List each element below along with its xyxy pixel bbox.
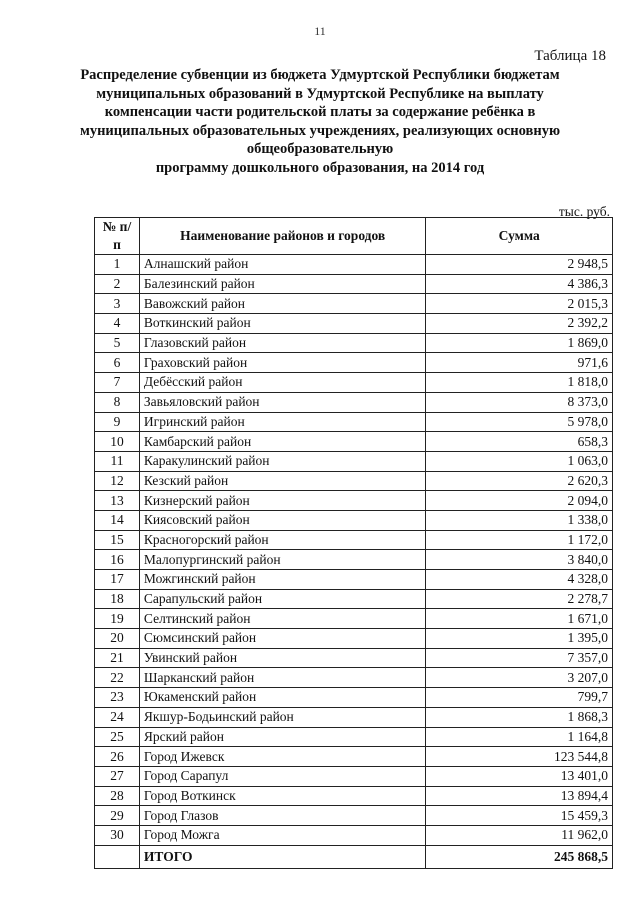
- document-title: [70, 66, 570, 177]
- row-sum: 2 278,7: [426, 589, 613, 609]
- table-total-row: [95, 845, 613, 868]
- row-number: 8: [95, 392, 140, 412]
- row-sum: 3 207,0: [426, 668, 613, 688]
- table-row: [95, 412, 613, 432]
- row-number: 16: [95, 550, 140, 570]
- row-name: Город Можга: [139, 825, 425, 845]
- table-label: Таблица 18: [534, 48, 606, 64]
- row-number: 26: [95, 747, 140, 767]
- table-row: [95, 294, 613, 314]
- table-header-row: [95, 218, 613, 255]
- table-row: [95, 392, 613, 412]
- row-number: 23: [95, 688, 140, 708]
- header-sum: Сумма: [426, 218, 613, 255]
- row-sum: 8 373,0: [426, 392, 613, 412]
- row-number: 28: [95, 786, 140, 806]
- row-number: 10: [95, 432, 140, 452]
- row-sum: 11 962,0: [426, 825, 613, 845]
- title-line: общеобразовательную: [246, 141, 394, 157]
- row-sum: 1 868,3: [426, 707, 613, 727]
- table-row: [95, 491, 613, 511]
- row-number: 12: [95, 471, 140, 491]
- row-name: Дебёсский район: [139, 373, 425, 393]
- row-number: 3: [95, 294, 140, 314]
- table-row: [95, 530, 613, 550]
- table-row: [95, 648, 613, 668]
- row-name: Увинский район: [139, 648, 425, 668]
- row-sum: 4 386,3: [426, 274, 613, 294]
- row-number: 11: [95, 451, 140, 471]
- row-sum: 1 063,0: [426, 451, 613, 471]
- row-sum: 13 401,0: [426, 766, 613, 786]
- row-name: Красногорский район: [139, 530, 425, 550]
- table-row: [95, 255, 613, 275]
- title-line: Распределение субвенции из бюджета Удмуртской Республики бюджетам: [80, 67, 560, 83]
- row-name: Город Воткинск: [139, 786, 425, 806]
- row-number: 4: [95, 314, 140, 334]
- row-name: Кизнерский район: [139, 491, 425, 511]
- row-name: Можгинский район: [139, 570, 425, 590]
- row-number: 22: [95, 668, 140, 688]
- row-sum: 1 869,0: [426, 333, 613, 353]
- page-number: 11: [314, 24, 326, 38]
- row-sum: 971,6: [426, 353, 613, 373]
- table-row: [95, 314, 613, 334]
- table-body: [95, 255, 613, 869]
- row-name: Завьяловский район: [139, 392, 425, 412]
- table-row: [95, 688, 613, 708]
- row-sum: 2 015,3: [426, 294, 613, 314]
- row-name: Балезинский район: [139, 274, 425, 294]
- row-name: Воткинский район: [139, 314, 425, 334]
- row-name: Ярский район: [139, 727, 425, 747]
- row-sum: 13 894,4: [426, 786, 613, 806]
- row-name: Город Сарапул: [139, 766, 425, 786]
- row-number: 7: [95, 373, 140, 393]
- table-row: [95, 668, 613, 688]
- row-name: Город Ижевск: [139, 747, 425, 767]
- row-sum: 5 978,0: [426, 412, 613, 432]
- table-row: [95, 747, 613, 767]
- table-row: [95, 609, 613, 629]
- table-row: [95, 373, 613, 393]
- table-row: [95, 353, 613, 373]
- row-sum: 1 818,0: [426, 373, 613, 393]
- title-line: муниципальных образований в Удмуртской Республике на выплату: [96, 85, 544, 102]
- row-number: 5: [95, 333, 140, 353]
- row-name: Глазовский район: [139, 333, 425, 353]
- header-number: № п/п: [95, 218, 140, 255]
- table-row: [95, 471, 613, 491]
- row-number: 15: [95, 530, 140, 550]
- row-name: Вавожский район: [139, 294, 425, 314]
- header-name: Наименование районов и городов: [139, 218, 425, 255]
- units-label: тыс. руб.: [558, 204, 610, 219]
- row-name: Город Глазов: [139, 806, 425, 826]
- row-sum: 3 840,0: [426, 550, 613, 570]
- row-sum: 123 544,8: [426, 747, 613, 767]
- table-row: [95, 786, 613, 806]
- title-line: компенсации части родительской платы за содержание ребёнка в: [104, 104, 536, 120]
- row-number: 9: [95, 412, 140, 432]
- row-number: 30: [95, 825, 140, 845]
- row-sum: 1 395,0: [426, 629, 613, 649]
- table-row: [95, 570, 613, 590]
- table-row: [95, 550, 613, 570]
- table-row: [95, 766, 613, 786]
- table-row: [95, 451, 613, 471]
- table-row: [95, 274, 613, 294]
- row-name: Селтинский район: [139, 609, 425, 629]
- row-name: Шарканский район: [139, 668, 425, 688]
- row-name: Малопургинский район: [139, 550, 425, 570]
- row-sum: 1 172,0: [426, 530, 613, 550]
- row-name: Юкаменский район: [139, 688, 425, 708]
- row-sum: 1 671,0: [426, 609, 613, 629]
- row-name: Сарапульский район: [139, 589, 425, 609]
- row-sum: 2 392,2: [426, 314, 613, 334]
- total-sum: 245 868,5: [426, 845, 613, 868]
- row-sum: 15 459,3: [426, 806, 613, 826]
- row-number: 13: [95, 491, 140, 511]
- row-sum: 799,7: [426, 688, 613, 708]
- table-row: [95, 806, 613, 826]
- row-number: 19: [95, 609, 140, 629]
- row-number: 24: [95, 707, 140, 727]
- table-row: [95, 589, 613, 609]
- row-name: Сюмсинский район: [139, 629, 425, 649]
- row-name: Якшур-Бодьинский район: [139, 707, 425, 727]
- table-row: [95, 825, 613, 845]
- subvention-table: [94, 217, 613, 869]
- row-name: Каракулинский район: [139, 451, 425, 471]
- table-row: [95, 333, 613, 353]
- table-row: [95, 727, 613, 747]
- title-line: муниципальных образовательных учреждениях, реализующих основную: [79, 122, 561, 139]
- row-name: Алнашский район: [139, 255, 425, 275]
- row-name: Игринский район: [139, 412, 425, 432]
- row-number: 20: [95, 629, 140, 649]
- row-sum: 4 328,0: [426, 570, 613, 590]
- table-row: [95, 707, 613, 727]
- row-sum: 2 620,3: [426, 471, 613, 491]
- row-number: 6: [95, 353, 140, 373]
- title-line: программу дошкольного образования, на 2014 год: [155, 159, 485, 176]
- row-name: Киясовский район: [139, 510, 425, 530]
- table-row: [95, 510, 613, 530]
- row-number: 18: [95, 589, 140, 609]
- row-name: Камбарский район: [139, 432, 425, 452]
- row-sum: 2 094,0: [426, 491, 613, 511]
- row-number: 2: [95, 274, 140, 294]
- row-sum: 2 948,5: [426, 255, 613, 275]
- row-number: 29: [95, 806, 140, 826]
- row-number: 21: [95, 648, 140, 668]
- row-number: 27: [95, 766, 140, 786]
- row-sum: 1 164,8: [426, 727, 613, 747]
- row-sum: 1 338,0: [426, 510, 613, 530]
- row-number: 14: [95, 510, 140, 530]
- table-row: [95, 432, 613, 452]
- row-name: Граховский район: [139, 353, 425, 373]
- row-number: 1: [95, 255, 140, 275]
- row-number: 17: [95, 570, 140, 590]
- row-sum: 658,3: [426, 432, 613, 452]
- row-number: 25: [95, 727, 140, 747]
- row-sum: 7 357,0: [426, 648, 613, 668]
- table-row: [95, 629, 613, 649]
- total-label: ИТОГО: [139, 845, 425, 868]
- total-number: [95, 845, 140, 868]
- row-name: Кезский район: [139, 471, 425, 491]
